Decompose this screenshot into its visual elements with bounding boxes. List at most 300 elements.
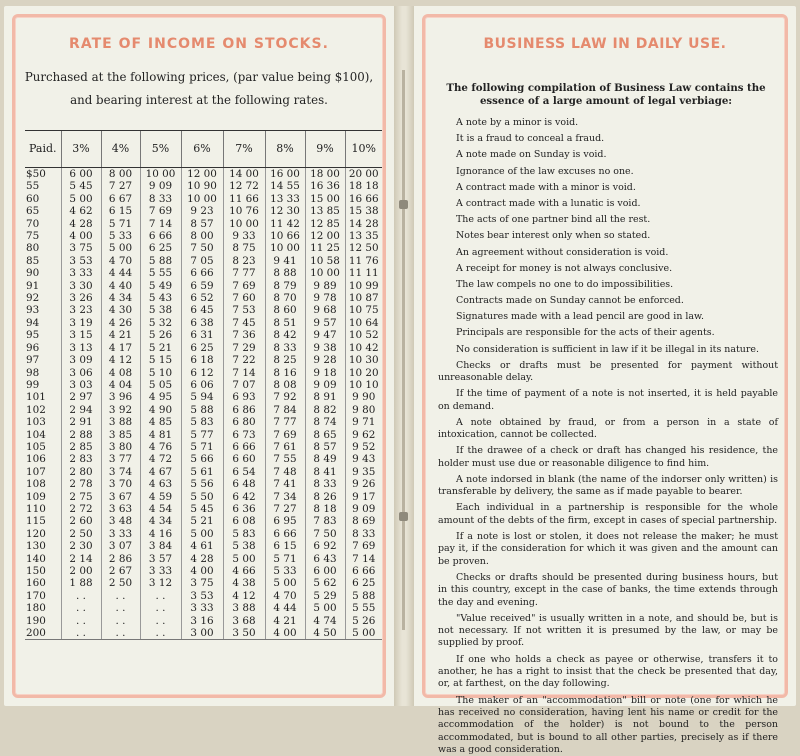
rate-cell: 9 23 [181,205,223,217]
rate-cell: 4 28 [61,218,101,230]
rate-cell: 5 45 [181,503,223,515]
rate-cell: 6 00 [61,168,101,181]
price-paid-cell: 97 [25,354,61,366]
rate-cell: 4 66 [223,565,265,577]
price-paid-cell: 190 [25,615,61,627]
rate-cell: 9 41 [265,255,305,267]
rate-cell: 4 16 [140,528,181,540]
rate-cell: 9 90 [345,391,382,403]
rate-cell: 6 43 [305,553,345,565]
rate-cell: 7 27 [101,180,140,192]
price-paid-cell: 96 [25,342,61,354]
table-row [25,367,382,379]
law-item: A note made on Sunday is void. [438,149,778,161]
rate-cell: 5 61 [181,466,223,478]
rate-cell: 3 53 [181,590,223,602]
table-row [25,205,382,217]
column-header: 10% [345,131,382,168]
rate-cell: 5 71 [181,441,223,453]
rate-cell: 5 00 [101,242,140,254]
rate-cell: 3 23 [61,304,101,316]
rate-cell: 9 78 [305,292,345,304]
rate-cell: 13 33 [265,193,305,205]
law-item: The acts of one partner bind all the rest. [438,214,778,226]
rate-cell: 3 74 [101,466,140,478]
price-paid-cell: 102 [25,404,61,416]
table-row [25,168,382,181]
rate-cell: 2 00 [61,565,101,577]
rate-cell: 5 88 [345,590,382,602]
law-item: Checks or drafts should be presented during business hours, but in this country, except in the case of banks, the time extends through the day and evening. [438,572,778,609]
rate-cell: 9 62 [345,429,382,441]
price-paid-cell: 150 [25,565,61,577]
rate-cell: 16 00 [265,168,305,181]
rate-cell: 3 15 [61,329,101,341]
rate-cell: . . [101,602,140,614]
rate-cell: 9 47 [305,329,345,341]
table-row [25,466,382,478]
rate-cell: 9 09 [345,503,382,515]
table-row [25,565,382,577]
rate-cell: 2 50 [61,528,101,540]
rate-cell: 6 54 [223,466,265,478]
table-row [25,503,382,515]
rate-cell: 6 95 [265,515,305,527]
rate-cell: 9 09 [140,180,181,192]
rate-cell: 5 66 [181,453,223,465]
law-item: Notes bear interest only when so stated. [438,230,778,242]
rate-cell: 10 00 [265,242,305,254]
right-page-title: BUSINESS LAW IN DAILY USE. [434,36,776,52]
rate-cell: 4 00 [61,230,101,242]
price-paid-cell: 140 [25,553,61,565]
rate-cell: 5 29 [305,590,345,602]
law-item: If a note is lost or stolen, it does not release the maker; he must pay it, if the consideration for which it was given and the amount can be proven. [438,531,778,568]
table-row [25,577,382,589]
rate-cell: 7 27 [265,503,305,515]
rate-cell: 8 00 [181,230,223,242]
rate-cell: 8 33 [345,528,382,540]
price-paid-cell: 65 [25,205,61,217]
rate-cell: 8 26 [305,491,345,503]
rate-cell: 7 14 [140,218,181,230]
law-item: A note obtained by fraud, or from a person in a state of intoxication, cannot be collected. [438,417,778,442]
rate-cell: 9 89 [305,280,345,292]
rate-cell: 4 54 [140,503,181,515]
law-item: The maker of an "accommodation" bill or note (one for which he has received no consideration, having lent his name or credit for the accommodation of the holder) is not bound to the person accommodated, but is bound to all other parties, precisely as if there was a good consideration. [438,695,778,756]
rate-cell: 10 66 [265,230,305,242]
rate-cell: 10 10 [345,379,382,391]
rate-cell: 4 70 [101,255,140,267]
rate-cell: 3 75 [181,577,223,589]
rate-cell: 5 55 [140,267,181,279]
rate-cell: 7 50 [181,242,223,254]
rate-cell: 6 25 [181,342,223,354]
price-paid-cell: 101 [25,391,61,403]
rate-cell: 8 57 [181,218,223,230]
rate-cell: 3 07 [101,540,140,552]
table-row [25,218,382,230]
rate-cell: 6 73 [223,429,265,441]
rate-cell: 4 17 [101,342,140,354]
price-paid-cell: 95 [25,329,61,341]
table-row [25,491,382,503]
rate-cell: 5 00 [61,193,101,205]
rate-cell: 10 90 [181,180,223,192]
rate-cell: 4 44 [265,602,305,614]
rate-cell: 8 08 [265,379,305,391]
rate-cell: 7 36 [223,329,265,341]
rate-cell: 5 38 [140,304,181,316]
rate-cell: 10 42 [345,342,382,354]
rate-cell: 8 49 [305,453,345,465]
rate-cell: 2 75 [61,491,101,503]
rate-cell: 4 63 [140,478,181,490]
rate-cell: . . [101,615,140,627]
rate-cell: 5 83 [181,416,223,428]
rate-cell: . . [61,627,101,640]
rate-cell: 3 67 [101,491,140,503]
rate-cell: 7 84 [265,404,305,416]
rate-cell: 3 33 [181,602,223,614]
rate-cell: 10 00 [140,168,181,181]
table-subtitle-line-2: and bearing interest at the following rates. [24,93,374,107]
rate-cell: 9 33 [223,230,265,242]
rate-cell: 6 48 [223,478,265,490]
table-row [25,590,382,602]
table-row [25,441,382,453]
rate-cell: 3 19 [61,317,101,329]
rate-cell: 6 60 [223,453,265,465]
rate-cell: 11 76 [345,255,382,267]
rate-cell: 8 23 [223,255,265,267]
rate-cell: 14 00 [223,168,265,181]
rate-cell: . . [61,590,101,602]
rate-cell: 7 69 [345,540,382,552]
rate-cell: 4 61 [181,540,223,552]
price-paid-cell: 107 [25,466,61,478]
table-row [25,180,382,192]
rate-cell: 9 35 [345,466,382,478]
rate-cell: 3 33 [101,528,140,540]
rate-cell: 6 15 [101,205,140,217]
price-paid-cell: 98 [25,367,61,379]
rate-cell: . . [140,590,181,602]
rate-cell: 8 18 [305,503,345,515]
rate-cell: . . [61,615,101,627]
price-paid-cell: 170 [25,590,61,602]
law-item: A contract made with a lunatic is void. [438,198,778,210]
column-header: 9% [305,131,345,168]
rate-cell: 5 49 [140,280,181,292]
table-row [25,615,382,627]
rate-cell: 3 80 [101,441,140,453]
rate-cell: 5 62 [305,577,345,589]
rate-cell: 12 50 [345,242,382,254]
price-paid-cell: 180 [25,602,61,614]
rate-cell: 4 00 [265,627,305,640]
rate-cell: 7 48 [265,466,305,478]
binding-staple-top [399,200,408,209]
law-item: An agreement without consideration is void. [438,247,778,259]
rate-cell: . . [101,590,140,602]
table-row [25,528,382,540]
rate-cell: 6 66 [223,441,265,453]
rate-cell: 8 60 [265,304,305,316]
law-item: A note indorsed in blank (the name of the indorser only written) is transferable by delivery, the same as if made payable to bearer. [438,474,778,499]
rate-cell: 7 69 [140,205,181,217]
rate-cell: 7 14 [345,553,382,565]
rate-cell: 14 28 [345,218,382,230]
rate-cell: 13 35 [345,230,382,242]
rate-cell: 10 99 [345,280,382,292]
rate-cell: 9 09 [305,379,345,391]
rate-cell: 2 78 [61,478,101,490]
rate-cell: 3 48 [101,515,140,527]
price-paid-cell: 93 [25,304,61,316]
rate-cell: 3 30 [61,280,101,292]
rate-cell: 8 33 [265,342,305,354]
rate-cell: 2 86 [101,553,140,565]
rate-cell: 3 70 [101,478,140,490]
rate-cell: 3 88 [101,416,140,428]
rate-cell: 8 51 [265,317,305,329]
rate-cell: 3 63 [101,503,140,515]
rate-cell: 2 14 [61,553,101,565]
income-rate-table [25,130,382,640]
rate-cell: 9 26 [345,478,382,490]
rate-cell: 5 05 [140,379,181,391]
table-header-row [25,131,382,168]
rate-cell: 3 16 [181,615,223,627]
rate-cell: 5 10 [140,367,181,379]
rate-cell: 6 00 [305,565,345,577]
table-row [25,255,382,267]
rate-cell: 5 00 [181,528,223,540]
rate-cell: 5 38 [223,540,265,552]
table-body [25,168,382,640]
table-row [25,553,382,565]
law-item: "Value received" is usually written in a note, and should be, but is not necessary. If not written it is presumed by the law, or may be supplied by proof. [438,613,778,650]
price-paid-cell: 94 [25,317,61,329]
price-paid-cell: 160 [25,577,61,589]
rate-cell: 3 84 [140,540,181,552]
rate-cell: 3 13 [61,342,101,354]
rate-cell: 8 65 [305,429,345,441]
rate-cell: 6 66 [181,267,223,279]
rate-cell: 4 72 [140,453,181,465]
rate-cell: 4 44 [101,267,140,279]
rate-cell: . . [101,627,140,640]
table-row [25,354,382,366]
rate-cell: 1 88 [61,577,101,589]
law-intro: The following compilation of Business Law contains the essence of a large amount of legal verbiage: [438,82,774,107]
rate-cell: 3 96 [101,391,140,403]
binding-thread [402,70,405,630]
rate-cell: 6 52 [181,292,223,304]
rate-cell: 7 29 [223,342,265,354]
rate-cell: 3 85 [101,429,140,441]
rate-cell: 2 97 [61,391,101,403]
rate-cell: . . [140,627,181,640]
table-row [25,391,382,403]
price-paid-cell: 109 [25,491,61,503]
rate-cell: 5 21 [181,515,223,527]
price-paid-cell: 108 [25,478,61,490]
rate-cell: 16 66 [345,193,382,205]
rate-cell: 4 59 [140,491,181,503]
table-row [25,267,382,279]
rate-cell: 11 66 [223,193,265,205]
rate-cell: 5 77 [181,429,223,441]
table-row [25,627,382,640]
rate-cell: 2 85 [61,441,101,453]
column-header: 7% [223,131,265,168]
rate-cell: 3 00 [181,627,223,640]
law-item: No consideration is sufficient in law if it be illegal in its nature. [438,344,778,356]
rate-cell: 3 26 [61,292,101,304]
table-row [25,242,382,254]
rate-cell: 8 69 [345,515,382,527]
price-paid-cell: 105 [25,441,61,453]
law-item: The law compels no one to do impossibilities. [438,279,778,291]
table-row [25,478,382,490]
rate-cell: 6 15 [265,540,305,552]
column-header: Paid. [25,131,61,168]
binding-staple-bottom [399,512,408,521]
price-paid-cell: 110 [25,503,61,515]
rate-cell: 8 82 [305,404,345,416]
rate-cell: 6 80 [223,416,265,428]
rate-cell: 10 64 [345,317,382,329]
rate-cell: 9 68 [305,304,345,316]
rate-cell: 3 33 [140,565,181,577]
table-row [25,280,382,292]
price-paid-cell: 80 [25,242,61,254]
rate-cell: 7 92 [265,391,305,403]
rate-cell: 7 34 [265,491,305,503]
rate-cell: 2 60 [61,515,101,527]
rate-cell: 5 55 [345,602,382,614]
rate-cell: 6 36 [223,503,265,515]
law-item: Principals are responsible for the acts of their agents. [438,327,778,339]
rate-cell: 5 71 [265,553,305,565]
rate-cell: 4 81 [140,429,181,441]
price-paid-cell: 200 [25,627,61,640]
law-item: Signatures made with a lead pencil are good in law. [438,311,778,323]
rate-cell: 2 50 [101,577,140,589]
rate-cell: 4 50 [305,627,345,640]
price-paid-cell: 92 [25,292,61,304]
rate-cell: 7 22 [223,354,265,366]
law-item: A receipt for money is not always conclusive. [438,263,778,275]
table-row [25,304,382,316]
rate-cell: 2 94 [61,404,101,416]
rate-cell: 5 94 [181,391,223,403]
rate-cell: 9 57 [305,317,345,329]
rate-cell: 7 45 [223,317,265,329]
table-subtitle-line-1: Purchased at the following prices, (par value being $100), [24,70,374,84]
rate-cell: 5 32 [140,317,181,329]
rate-cell: 9 18 [305,367,345,379]
rate-cell: 5 15 [140,354,181,366]
rate-cell: 3 68 [223,615,265,627]
rate-cell: 3 75 [61,242,101,254]
rate-cell: 6 31 [181,329,223,341]
rate-cell: 5 45 [61,180,101,192]
table-row [25,404,382,416]
rate-cell: 10 30 [345,354,382,366]
rate-cell: 15 00 [305,193,345,205]
rate-cell: 5 00 [305,602,345,614]
rate-cell: 8 91 [305,391,345,403]
rate-cell: 3 12 [140,577,181,589]
rate-cell: 7 55 [265,453,305,465]
rate-cell: 5 00 [265,577,305,589]
rate-cell: 2 83 [61,453,101,465]
rate-cell: 5 26 [345,615,382,627]
price-paid-cell: 55 [25,180,61,192]
rate-cell: 3 57 [140,553,181,565]
rate-cell: 11 11 [345,267,382,279]
rate-cell: 10 00 [223,218,265,230]
table-row [25,515,382,527]
rate-cell: 6 66 [265,528,305,540]
law-item: If one who holds a check as payee or otherwise, transfers it to another, he has a right to insist that the check be presented that day, or, at farthest, on the day following. [438,654,778,691]
rate-cell: 7 60 [223,292,265,304]
law-item: Checks or drafts must be presented for payment without unreasonable delay. [438,360,778,385]
price-paid-cell: 106 [25,453,61,465]
rate-cell: 8 79 [265,280,305,292]
law-item: If the drawee of a check or draft has changed his residence, the holder must use due or reasonable diligence to find him. [438,445,778,470]
rate-cell: 4 67 [140,466,181,478]
column-header: 3% [61,131,101,168]
rate-cell: 13 85 [305,205,345,217]
rate-cell: 9 71 [345,416,382,428]
rate-cell: 6 42 [223,491,265,503]
rate-cell: 8 16 [265,367,305,379]
rate-cell: 10 20 [345,367,382,379]
rate-cell: 14 55 [265,180,305,192]
rate-cell: 8 70 [265,292,305,304]
right-page [414,6,796,706]
rate-cell: 4 12 [223,590,265,602]
rate-cell: 6 93 [223,391,265,403]
left-page-title: RATE OF INCOME ON STOCKS. [24,36,374,52]
rate-cell: 5 50 [181,491,223,503]
rate-cell: 8 00 [101,168,140,181]
rate-cell: 3 88 [223,602,265,614]
rate-cell: 5 71 [101,218,140,230]
law-item: Contracts made on Sunday cannot be enforced. [438,295,778,307]
price-paid-cell: 103 [25,416,61,428]
rate-cell: 12 00 [305,230,345,242]
rate-cell: 5 21 [140,342,181,354]
price-paid-cell: 90 [25,267,61,279]
table-row [25,317,382,329]
rate-cell: 4 12 [101,354,140,366]
price-paid-cell: 115 [25,515,61,527]
rate-cell: 4 30 [101,304,140,316]
rate-cell: 3 92 [101,404,140,416]
rate-cell: . . [61,602,101,614]
rate-cell: 2 72 [61,503,101,515]
rate-cell: 3 09 [61,354,101,366]
rate-cell: 7 69 [223,280,265,292]
price-paid-cell: 120 [25,528,61,540]
rate-cell: 2 80 [61,466,101,478]
rate-cell: 18 18 [345,180,382,192]
